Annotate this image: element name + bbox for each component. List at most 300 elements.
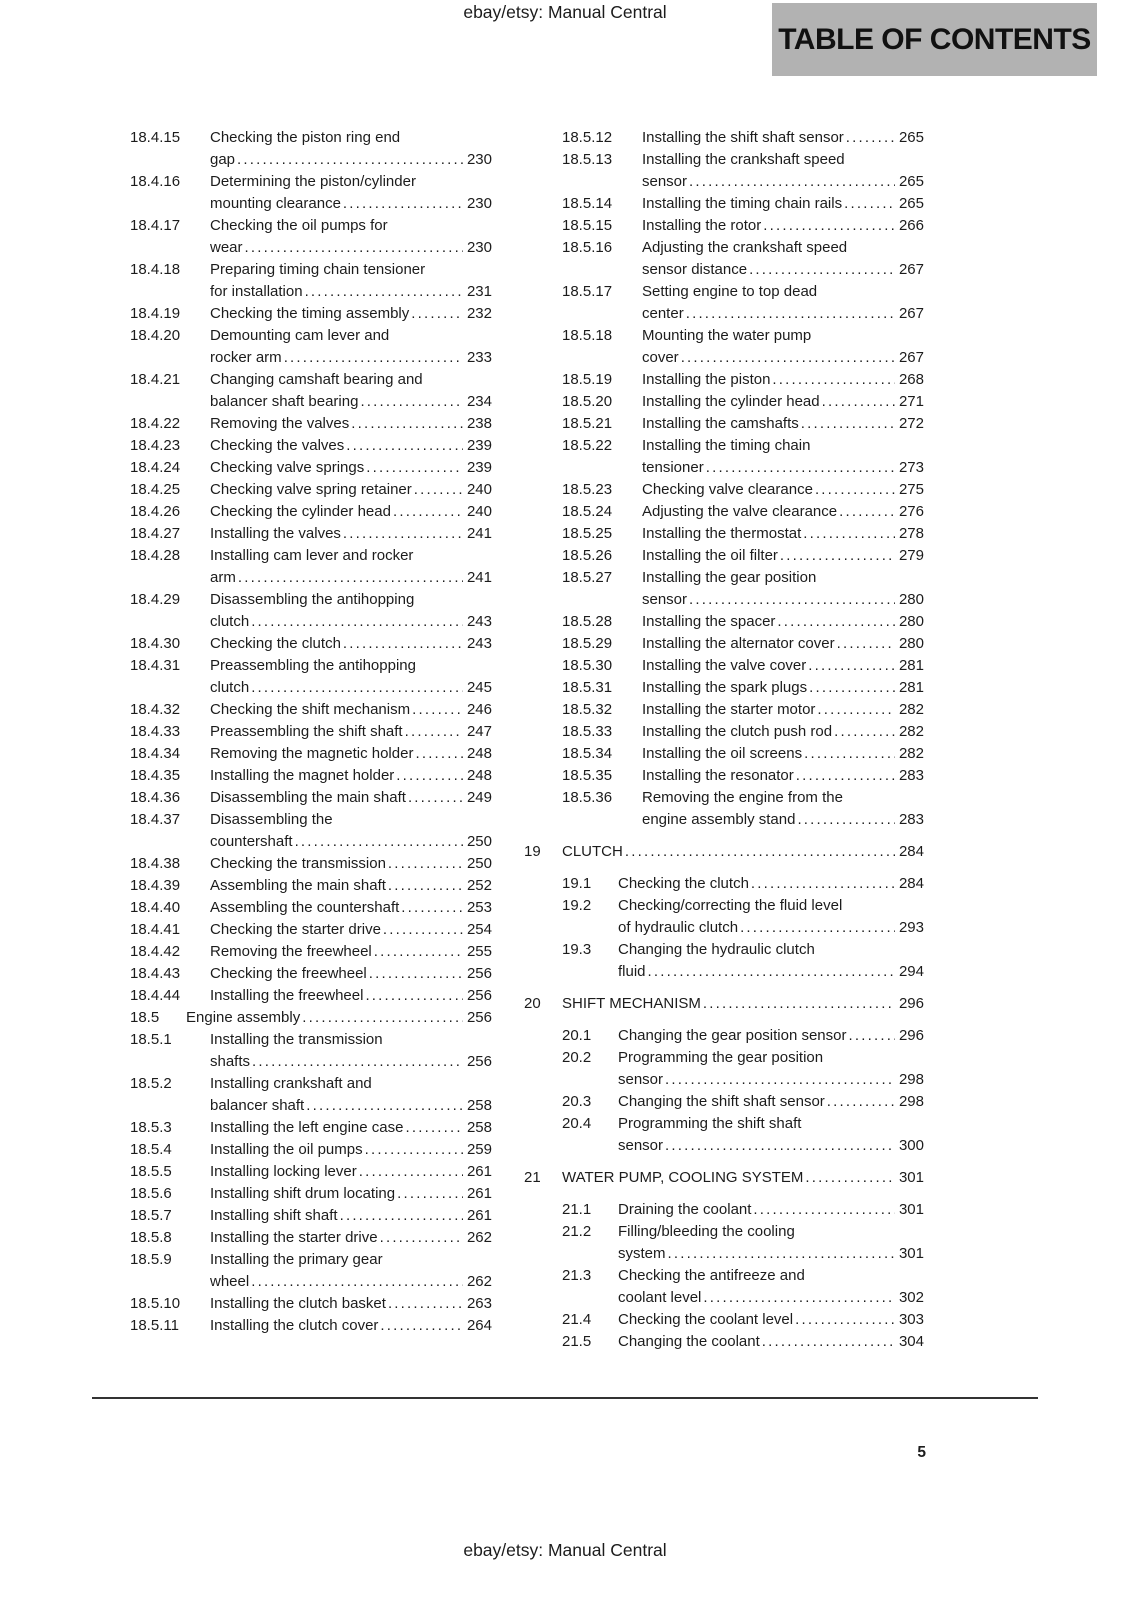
toc-entry-number: 21.1 [562, 1201, 592, 1218]
toc-entry-title: sensor [642, 173, 688, 190]
toc-entry-last-line [210, 633, 492, 655]
toc-entry-last-line [210, 1051, 492, 1073]
toc-entry-last-line [210, 281, 492, 303]
dot-leader [238, 567, 463, 589]
toc-entry-title-block [618, 939, 924, 983]
toc-entry-title-block [642, 281, 924, 325]
toc-entry-title: sensor [642, 591, 688, 608]
toc-entry-title-block [210, 655, 492, 699]
dot-leader [827, 1091, 895, 1113]
toc-entry-number: 18.5.4 [130, 1141, 172, 1158]
toc-entry-last-line [618, 1331, 924, 1353]
toc-entry-title-block [210, 721, 492, 743]
toc-entry-row [92, 1161, 492, 1183]
toc-entry-row [92, 545, 492, 589]
toc-entry-page: 261 [466, 1185, 492, 1202]
toc-entry-title: Installing the valves [210, 525, 341, 542]
toc-entry-last-line [210, 721, 492, 743]
toc-entry-last-line [642, 259, 924, 281]
toc-entry-last-line [618, 1025, 924, 1047]
toc-entry-title-block [642, 413, 924, 435]
toc-entry-title-block [210, 1139, 492, 1161]
toc-entry-row [524, 721, 924, 743]
toc-entry-title: Installing the alternator cover [642, 635, 835, 652]
toc-entry-row [524, 1331, 924, 1353]
toc-entry-title: clutch [210, 613, 250, 630]
toc-entry-row [92, 413, 492, 435]
toc-entry-number: 18.5.5 [130, 1163, 172, 1180]
toc-entry-title: Installing the valve cover [642, 657, 807, 674]
toc-entry-page: 230 [466, 151, 492, 168]
toc-entry-row [524, 1309, 924, 1331]
toc-entry-row [524, 699, 924, 721]
dot-leader [846, 127, 895, 149]
dot-leader [817, 699, 895, 721]
toc-entry-number: 18.5.14 [562, 195, 613, 212]
toc-entry-number: 18.5.35 [562, 767, 613, 784]
toc-entry-number: 18.4.42 [130, 943, 181, 960]
toc-entry-number: 18.4.43 [130, 965, 181, 982]
toc-entry-title-block [618, 1091, 924, 1113]
toc-entry-row [92, 655, 492, 699]
toc-entry-last-line [210, 523, 492, 545]
toc-entry-page: 278 [898, 525, 924, 542]
toc-entry-row [524, 149, 924, 193]
toc-entry-number: 18.5.33 [562, 723, 613, 740]
toc-entry-page: 301 [898, 1245, 924, 1262]
toc-entry-page: 273 [898, 459, 924, 476]
toc-entry-title-block [618, 1221, 924, 1265]
toc-entry-row [92, 501, 492, 523]
toc-entry-row [92, 479, 492, 501]
toc-entry-title-block [618, 1025, 924, 1047]
toc-entry-number: 18.5.26 [562, 547, 613, 564]
toc-entry-title-line: Mounting the water pump [642, 327, 812, 344]
toc-entry-title-block [210, 413, 492, 435]
toc-entry-row [92, 303, 492, 325]
toc-entry-title-block [642, 523, 924, 545]
toc-entry-page: 241 [466, 525, 492, 542]
toc-entry-row [92, 919, 492, 941]
toc-entry-last-line [642, 303, 924, 325]
dot-leader [343, 523, 463, 545]
toc-entry-last-line [642, 809, 924, 831]
toc-entry-page: 296 [898, 995, 924, 1012]
toc-entry-title-block [210, 215, 492, 259]
toc-entry-number: 18.5.28 [562, 613, 613, 630]
toc-entry-row [524, 193, 924, 215]
toc-entry-title: Installing the camshafts [642, 415, 799, 432]
toc-entry-row [524, 1025, 924, 1047]
dot-leader [415, 743, 463, 765]
toc-entry-row [92, 743, 492, 765]
toc-entry-number: 18.5.1 [130, 1031, 172, 1048]
toc-entry-title-block [210, 479, 492, 501]
dot-leader [380, 1227, 463, 1249]
toc-entry-title: Installing the shift shaft sensor [642, 129, 844, 146]
toc-entry-title: system [618, 1245, 666, 1262]
toc-entry-page: 282 [898, 701, 924, 718]
toc-entry-page: 301 [898, 1201, 924, 1218]
dot-leader [780, 545, 895, 567]
dot-leader [753, 1199, 895, 1221]
toc-entry-number: 19.3 [562, 941, 592, 958]
toc-entry-last-line [642, 523, 924, 545]
toc-entry-title-block [618, 873, 924, 895]
toc-entry-page: 258 [466, 1097, 492, 1114]
toc-entry-row [92, 1205, 492, 1227]
toc-entry-number: 18.5.22 [562, 437, 613, 454]
toc-entry-last-line [642, 127, 924, 149]
toc-entry-page: 283 [898, 767, 924, 784]
toc-entry-last-line [210, 743, 492, 765]
dot-leader [749, 259, 895, 281]
toc-entry-title-block [210, 1227, 492, 1249]
toc-entry-last-line [210, 237, 492, 259]
toc-entry-title-block [642, 765, 924, 787]
toc-entry-last-line [210, 479, 492, 501]
toc-entry-title: Disassembling the main shaft [210, 789, 406, 806]
toc-entry-number: 18.5.11 [130, 1317, 179, 1334]
toc-entry-last-line [642, 765, 924, 787]
dot-leader [396, 765, 463, 787]
toc-entry-number: 18.4.39 [130, 877, 181, 894]
toc-entry-page: 248 [466, 745, 492, 762]
dot-leader [801, 413, 895, 435]
toc-entry-last-line [210, 611, 492, 633]
toc-entry-last-line [210, 963, 492, 985]
dot-leader [359, 1161, 463, 1183]
toc-entry-title: Installing shift drum locating [210, 1185, 396, 1202]
toc-entry-title-block [618, 1331, 924, 1353]
toc-entry-title-line: Checking the oil pumps for [210, 217, 388, 234]
header-watermark: ebay/etsy: Manual Central [463, 2, 667, 22]
toc-entry-row [92, 963, 492, 985]
dot-leader [295, 831, 463, 853]
toc-entry-page: 263 [466, 1295, 492, 1312]
toc-entry-title: coolant level [618, 1289, 702, 1306]
toc-entry-last-line [642, 193, 924, 215]
toc-entry-title-line: Installing the crankshaft speed [642, 151, 845, 168]
toc-entry-page: 250 [466, 833, 492, 850]
toc-entry-last-line [186, 1007, 492, 1029]
toc-entry-title-line: Changing the hydraulic clutch [618, 941, 815, 958]
dot-leader [772, 369, 895, 391]
toc-entry-title-block [210, 501, 492, 523]
toc-entry-title-line: Preparing timing chain tensioner [210, 261, 426, 278]
toc-entry-title-line: Adjusting the crankshaft speed [642, 239, 848, 256]
toc-entry-title: Removing the valves [210, 415, 350, 432]
toc-entry-last-line [210, 875, 492, 897]
toc-entry-page: 248 [466, 767, 492, 784]
toc-entry-number: 18.5.13 [562, 151, 613, 168]
toc-entry-row [92, 941, 492, 963]
toc-entry-number: 18.5.8 [130, 1229, 172, 1246]
toc-entry-row [524, 391, 924, 413]
toc-entry-number: 18.5.3 [130, 1119, 172, 1136]
toc-entry-number: 21.3 [562, 1267, 592, 1284]
toc-entry-title: wheel [210, 1273, 250, 1290]
toc-entry-last-line [210, 1315, 492, 1337]
toc-entry-row [524, 1221, 924, 1265]
dot-leader [796, 765, 895, 787]
toc-entry-page: 233 [466, 349, 492, 366]
toc-entry-page: 245 [466, 679, 492, 696]
dot-leader [414, 479, 463, 501]
toc-entry-row [524, 611, 924, 633]
toc-entry-row [524, 413, 924, 435]
toc-entry-page: 231 [466, 283, 492, 300]
toc-entry-row [92, 1029, 492, 1073]
toc-entry-last-line [642, 457, 924, 479]
toc-entry-page: 267 [898, 261, 924, 278]
toc-entry-title: Installing the starter drive [210, 1229, 378, 1246]
toc-entry-title: Installing the spacer [642, 613, 776, 630]
toc-column-left [92, 127, 492, 1353]
dot-leader [411, 303, 463, 325]
toc-entry-page: 230 [466, 239, 492, 256]
dot-leader [805, 1167, 895, 1189]
toc-entry-page: 298 [898, 1071, 924, 1088]
dot-leader [405, 721, 463, 743]
toc-entry-title-line: Disassembling the [210, 811, 333, 828]
toc-entry-number: 18.4.17 [130, 217, 181, 234]
toc-entry-last-line [642, 391, 924, 413]
dot-leader [380, 1315, 463, 1337]
toc-entry-number: 18.4.30 [130, 635, 181, 652]
toc-entry-row [524, 787, 924, 831]
toc-entry-last-line [642, 633, 924, 655]
toc-entry-title-block [210, 259, 492, 303]
toc-entry-title: wear [210, 239, 243, 256]
toc-entry-last-line [210, 1227, 492, 1249]
toc-entry-row [92, 1139, 492, 1161]
toc-entry-title-block [642, 127, 924, 149]
toc-entry-title: Installing the cylinder head [642, 393, 820, 410]
toc-entry-title: shafts [210, 1053, 251, 1070]
toc-entry-row [92, 1183, 492, 1205]
toc-entry-title-line: Filling/bleeding the cooling [618, 1223, 795, 1240]
toc-entry-last-line [618, 917, 924, 939]
toc-entry-title: fluid [618, 963, 646, 980]
toc-entry-page: 298 [898, 1093, 924, 1110]
toc-entry-last-line [210, 413, 492, 435]
toc-entry-row [524, 677, 924, 699]
dot-leader [703, 1287, 895, 1309]
dot-leader [808, 655, 895, 677]
toc-chapter-row [524, 993, 924, 1015]
toc-entry-number: 20.4 [562, 1115, 592, 1132]
toc-columns [92, 127, 924, 1353]
toc-entry-title-line: Checking/correcting the fluid level [618, 897, 843, 914]
toc-entry-last-line [642, 655, 924, 677]
toc-entry-page: 280 [898, 635, 924, 652]
dot-leader [809, 677, 895, 699]
toc-entry-title: Installing the spark plugs [642, 679, 808, 696]
toc-entry-title-block [642, 567, 924, 611]
toc-entry-title: Draining the coolant [618, 1201, 752, 1218]
dot-leader [681, 347, 895, 369]
toc-entry-title: Installing the clutch cover [210, 1317, 379, 1334]
toc-entry-number: 20.3 [562, 1093, 592, 1110]
toc-entry-page: 282 [898, 723, 924, 740]
toc-entry-title-block [642, 149, 924, 193]
toc-entry-page: 281 [898, 679, 924, 696]
toc-entry-number: 18.4.31 [130, 657, 181, 674]
toc-entry-page: 232 [466, 305, 492, 322]
toc-entry-number: 18.4.15 [130, 129, 181, 146]
toc-entry-last-line [210, 1139, 492, 1161]
page-number: 5 [917, 1444, 926, 1461]
toc-entry-title-line: Demounting cam lever and [210, 327, 390, 344]
footer-divider [92, 1397, 1038, 1399]
toc-entry-row [92, 171, 492, 215]
toc-entry-number: 18.5.24 [562, 503, 613, 520]
toc-entry-page: 246 [466, 701, 492, 718]
dot-leader [408, 787, 463, 809]
toc-entry-title: Checking the valves [210, 437, 345, 454]
toc-entry-title-block [210, 303, 492, 325]
toc-entry-last-line [642, 611, 924, 633]
toc-entry-page: 258 [466, 1119, 492, 1136]
toc-entry-last-line [618, 1199, 924, 1221]
dot-leader [388, 1293, 463, 1315]
toc-entry-page: 240 [466, 503, 492, 520]
dot-leader [360, 391, 463, 413]
toc-entry-title-block [210, 897, 492, 919]
toc-entry-number: 18.4.26 [130, 503, 181, 520]
toc-entry-row [524, 127, 924, 149]
toc-entry-title: sensor [618, 1137, 664, 1154]
toc-entry-title-block [210, 1073, 492, 1117]
toc-entry-page: 249 [466, 789, 492, 806]
dot-leader [401, 897, 463, 919]
toc-entry-last-line [210, 435, 492, 457]
toc-entry-last-line [642, 501, 924, 523]
toc-entry-row [92, 589, 492, 633]
toc-entry-title: rocker arm [210, 349, 282, 366]
toc-entry-page: 239 [466, 437, 492, 454]
toc-entry-title: Installing the freewheel [210, 987, 364, 1004]
toc-entry-number: 18.4.18 [130, 261, 181, 278]
toc-entry-title-block [618, 1309, 924, 1331]
toc-entry-title: Installing the oil screens [642, 745, 803, 762]
toc-entry-row [524, 215, 924, 237]
toc-entry-title-block [210, 171, 492, 215]
toc-entry-number: 18.5.20 [562, 393, 613, 410]
toc-entry-title: Removing the freewheel [210, 943, 372, 960]
toc-entry-last-line [210, 347, 492, 369]
toc-entry-title: Assembling the main shaft [210, 877, 386, 894]
toc-entry-last-line [562, 1167, 924, 1189]
toc-entry-title-block [210, 809, 492, 853]
toc-entry-page: 294 [898, 963, 924, 980]
toc-entry-last-line [642, 589, 924, 611]
toc-entry-page: 243 [466, 613, 492, 630]
toc-entry-row [92, 1117, 492, 1139]
toc-entry-row [524, 765, 924, 787]
toc-entry-row [92, 1227, 492, 1249]
toc-entry-last-line [210, 303, 492, 325]
dot-leader [777, 611, 895, 633]
toc-entry-number: 18.4.24 [130, 459, 181, 476]
toc-entry-last-line [210, 677, 492, 699]
toc-entry-title: Installing the clutch basket [210, 1295, 386, 1312]
toc-entry-page: 261 [466, 1163, 492, 1180]
toc-entry-last-line [642, 545, 924, 567]
dot-leader [822, 391, 895, 413]
toc-entry-title: engine assembly stand [642, 811, 796, 828]
toc-entry-page: 234 [466, 393, 492, 410]
toc-entry-number: 18.5.17 [562, 283, 613, 300]
toc-entry-last-line [210, 501, 492, 523]
footer-watermark: ebay/etsy: Manual Central [463, 1540, 667, 1560]
toc-entry-title: center [642, 305, 684, 322]
toc-chapter-row [524, 841, 924, 863]
dot-leader [795, 1309, 895, 1331]
toc-entry-title-block [642, 237, 924, 281]
toc-entry-title: Changing the shift shaft sensor [618, 1093, 825, 1110]
toc-entry-last-line [210, 853, 492, 875]
toc-entry-title-block [210, 875, 492, 897]
dot-leader [343, 193, 463, 215]
toc-entry-last-line [618, 1069, 924, 1091]
toc-entry-number: 18.5.10 [130, 1295, 181, 1312]
toc-entry-number: 18.4.22 [130, 415, 181, 432]
toc-entry-title: sensor distance [642, 261, 748, 278]
toc-entry-last-line [210, 457, 492, 479]
toc-entry-last-line [210, 193, 492, 215]
toc-entry-title: Installing locking lever [210, 1163, 357, 1180]
toc-entry-page: 283 [898, 811, 924, 828]
dot-leader [797, 809, 895, 831]
toc-entry-page: 254 [466, 921, 492, 938]
dot-leader [740, 917, 895, 939]
toc-entry-title-block [642, 545, 924, 567]
toc-entry-title-block [618, 1265, 924, 1309]
dot-leader [340, 1205, 463, 1227]
toc-entry-title: Installing the resonator [642, 767, 794, 784]
toc-entry-title-line: Disassembling the antihopping [210, 591, 415, 608]
toc-entry-title-block [210, 457, 492, 479]
toc-entry-title: tensioner [642, 459, 704, 476]
toc-entry-row [92, 809, 492, 853]
dot-leader [388, 875, 463, 897]
toc-entry-number: 18.4.19 [130, 305, 181, 322]
toc-entry-number: 20.1 [562, 1027, 592, 1044]
toc-entry-title-block [210, 963, 492, 985]
toc-entry-title-block [642, 193, 924, 215]
toc-entry-page: 302 [898, 1289, 924, 1306]
toc-entry-row [524, 1047, 924, 1091]
toc-entry-title-block [210, 941, 492, 963]
toc-entry-number: 18.4.35 [130, 767, 181, 784]
toc-entry-page: 265 [898, 129, 924, 146]
toc-entry-title: Installing the left engine case [210, 1119, 404, 1136]
toc-entry-page: 238 [466, 415, 492, 432]
toc-entry-title: Checking the transmission [210, 855, 386, 872]
toc-entry-row [92, 699, 492, 721]
toc-entry-title-block [618, 895, 924, 939]
toc-entry-title-block [642, 391, 924, 413]
toc-entry-number: 18.5.25 [562, 525, 613, 542]
toc-entry-page: 296 [898, 1027, 924, 1044]
toc-entry-page: 303 [898, 1311, 924, 1328]
toc-entry-title-block [210, 1315, 492, 1337]
toc-entry-title: Engine assembly [186, 1009, 301, 1026]
toc-entry-number: 18.5.6 [130, 1185, 172, 1202]
toc-entry-title-block [210, 699, 492, 721]
